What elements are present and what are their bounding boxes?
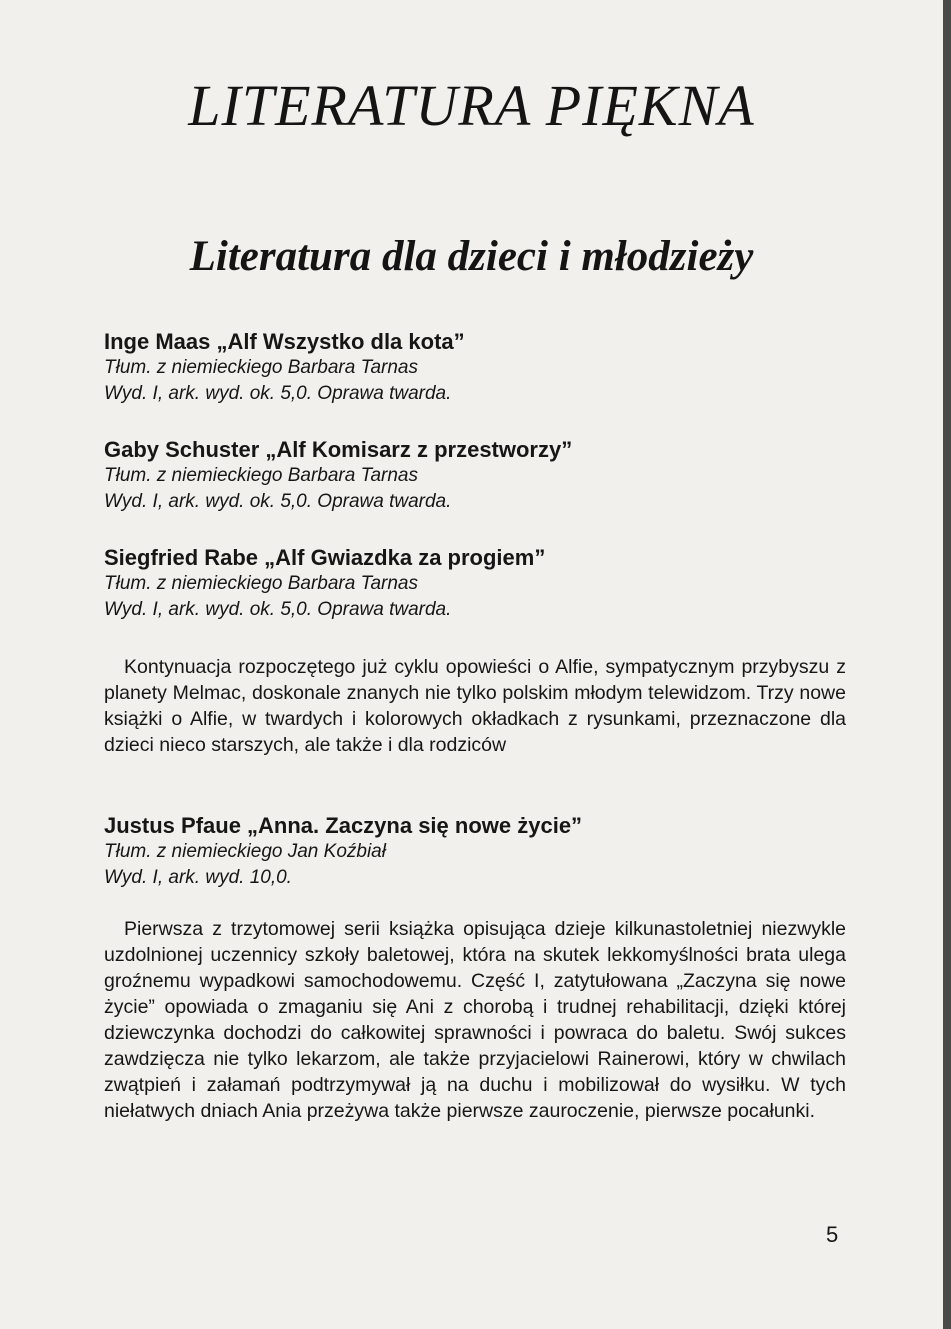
section-title: Literatura dla dzieci i młodzieży — [189, 233, 754, 280]
page-number: 5 — [826, 1222, 839, 1247]
book-translator: Tłum. z niemieckiego Barbara Tarnas — [104, 357, 418, 378]
page-title: LITERATURA PIĘKNA — [188, 73, 755, 138]
book-translator: Tłum. z niemieckiego Barbara Tarnas — [104, 573, 418, 594]
book-title: Gaby Schuster „Alf Komisarz z przestworzy” — [104, 437, 573, 462]
page-edge-shadow — [943, 0, 951, 1329]
book-entry-siegfried-rabe — [104, 544, 864, 623]
book-edition: Wyd. I, ark. wyd. 10,0. — [104, 867, 292, 888]
book-entry-justus-pfaue — [104, 812, 864, 891]
book-translator: Tłum. z niemieckiego Jan Koźbiał — [104, 841, 386, 862]
book-entry-inge-maas — [104, 328, 864, 407]
book-title: Justus Pfaue „Anna. Zaczyna się nowe życie” — [104, 813, 583, 838]
book-title: Siegfried Rabe „Alf Gwiazdka za progiem” — [104, 545, 546, 570]
alf-series-description: Kontynuacja rozpoczętego już cyklu opowieści o Alfie, sympatycznym przybyszu z planety Melmac, doskonale znanych nie tylko polskim młodym telewidzom. Trzy nowe książki o Alfie, w twardych i kolorowych okładkach z rysunkami, przeznaczone dla dzieci nieco starszych, ale także i dla rodziców — [104, 656, 846, 756]
book-edition: Wyd. I, ark. wyd. ok. 5,0. Oprawa twarda. — [104, 599, 452, 620]
book-translator: Tłum. z niemieckiego Barbara Tarnas — [104, 465, 418, 486]
book-edition: Wyd. I, ark. wyd. ok. 5,0. Oprawa twarda. — [104, 383, 452, 404]
book-title: Inge Maas „Alf Wszystko dla kota” — [104, 329, 465, 354]
book-edition: Wyd. I, ark. wyd. ok. 5,0. Oprawa twarda. — [104, 491, 452, 512]
book-entry-gaby-schuster — [104, 436, 864, 515]
anna-description: Pierwsza z trzytomowej serii książka opisująca dzieje kilkunastoletniej niezwykle uzdolnionej uczennicy szkoły baletowej, która na skutek lekkomyślności brata ulega groźnemu wypadkowi samochodowemu. Część I, zatytułowana „Zaczyna się nowe życie” opowiada o zmaganiu się Ani z chorobą i trudnej rehabilitacji, dzięki której dziewczynka dochodzi do całkowitej sprawności i powraca do baletu. Swój sukces zawdzięcza nie tylko lekarzom, ale także przyjacielowi Rainerowi, który w chwilach zwątpień i załamań podtrzymywał ją na duchu i mobilizował do wysiłku. W tych niełatwych dniach Ania przeżywa także pierwsze zauroczenie, pierwsze pocałunki. — [104, 918, 846, 1122]
